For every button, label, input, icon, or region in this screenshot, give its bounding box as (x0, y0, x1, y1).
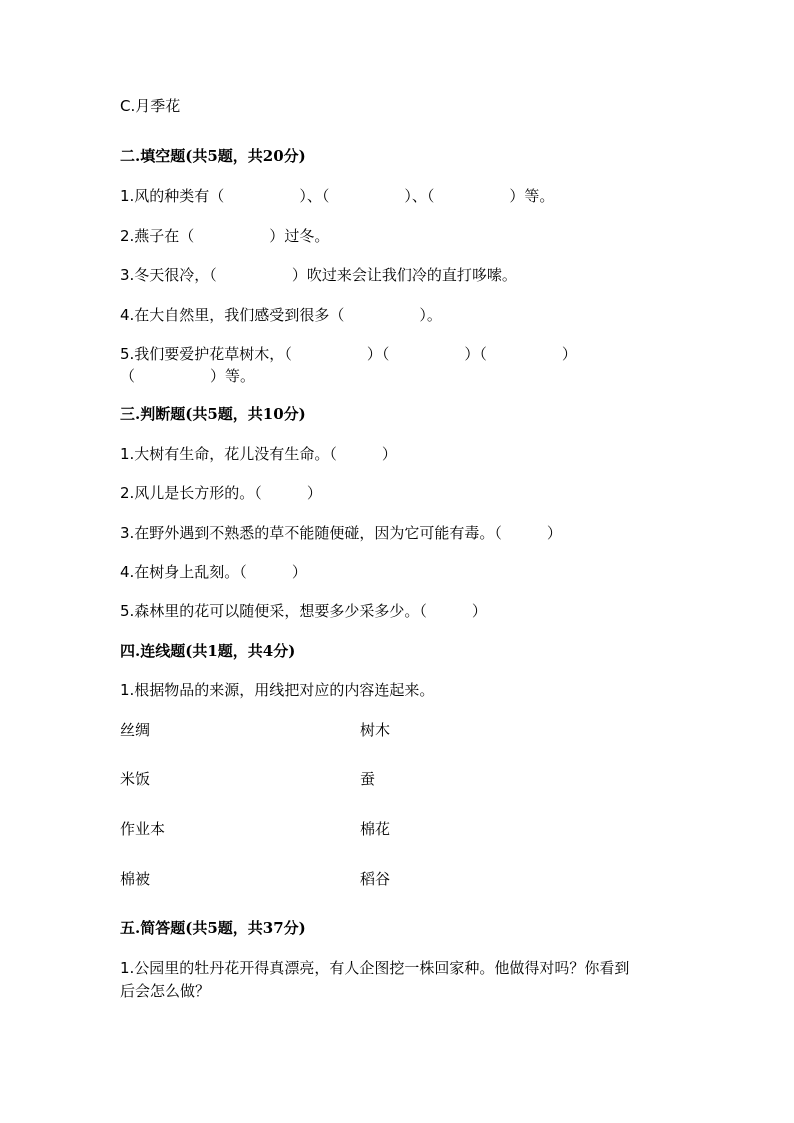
section-2-heading: 二.填空题(共5题，共20分) (120, 147, 306, 165)
s3-question-3: 3.在野外遇到不熟悉的草不能随便碰，因为它可能有毒。（ ） (120, 524, 562, 542)
matching-item-right[interactable]: 树木 (360, 721, 391, 739)
s2-question-4: 4.在大自然里，我们感受到很多（ ）。 (120, 306, 442, 324)
matching-item-right[interactable]: 蚕 (360, 770, 376, 788)
matching-row (120, 720, 680, 740)
matching-item-right[interactable]: 稻谷 (360, 870, 391, 888)
s3-question-2: 2.风儿是长方形的。（ ） (120, 484, 322, 502)
s2-question-5-line2: （ ）等。 (120, 367, 256, 385)
matching-item-left[interactable]: 米饭 (120, 770, 151, 788)
matching-item-left[interactable]: 棉被 (120, 870, 151, 888)
s2-question-3: 3.冬天很冷，（ ）吹过来会让我们冷的直打哆嗦。 (120, 266, 517, 284)
s2-question-2: 2.燕子在（ ）过冬。 (120, 227, 330, 245)
s4-question-1: 1.根据物品的来源，用线把对应的内容连起来。 (120, 681, 435, 699)
matching-item-left[interactable]: 作业本 (120, 820, 166, 838)
s5-question-1-line2: 后会怎么做？ (120, 982, 211, 1000)
matching-item-left[interactable]: 丝绸 (120, 721, 151, 739)
section-4-heading: 四.连线题(共1题，共4分) (120, 642, 296, 660)
section-5-heading: 五.简答题(共5题，共37分) (120, 919, 306, 937)
previous-option-c: C.月季花 (120, 97, 181, 115)
matching-row (120, 869, 680, 889)
matching-item-right[interactable]: 棉花 (360, 820, 391, 838)
s2-question-5-line1: 5.我们要爱护花草树木，（ ）（ ）（ ） (120, 345, 577, 363)
s3-question-1: 1.大树有生命，花儿没有生命。（ ） (120, 445, 397, 463)
s3-question-5: 5.森林里的花可以随便采，想要多少采多少。（ ） (120, 602, 487, 620)
s3-question-4: 4.在树身上乱刻。（ ） (120, 563, 307, 581)
matching-row (120, 819, 680, 839)
matching-row (120, 769, 680, 789)
section-3-heading: 三.判断题(共5题，共10分) (120, 405, 306, 423)
s2-question-1: 1.风的种类有（ ）、（ ）、（ ）等。 (120, 187, 555, 205)
s5-question-1-line1: 1.公园里的牡丹花开得真漂亮，有人企图挖一株回家种。他做得对吗？你看到 (120, 959, 630, 977)
